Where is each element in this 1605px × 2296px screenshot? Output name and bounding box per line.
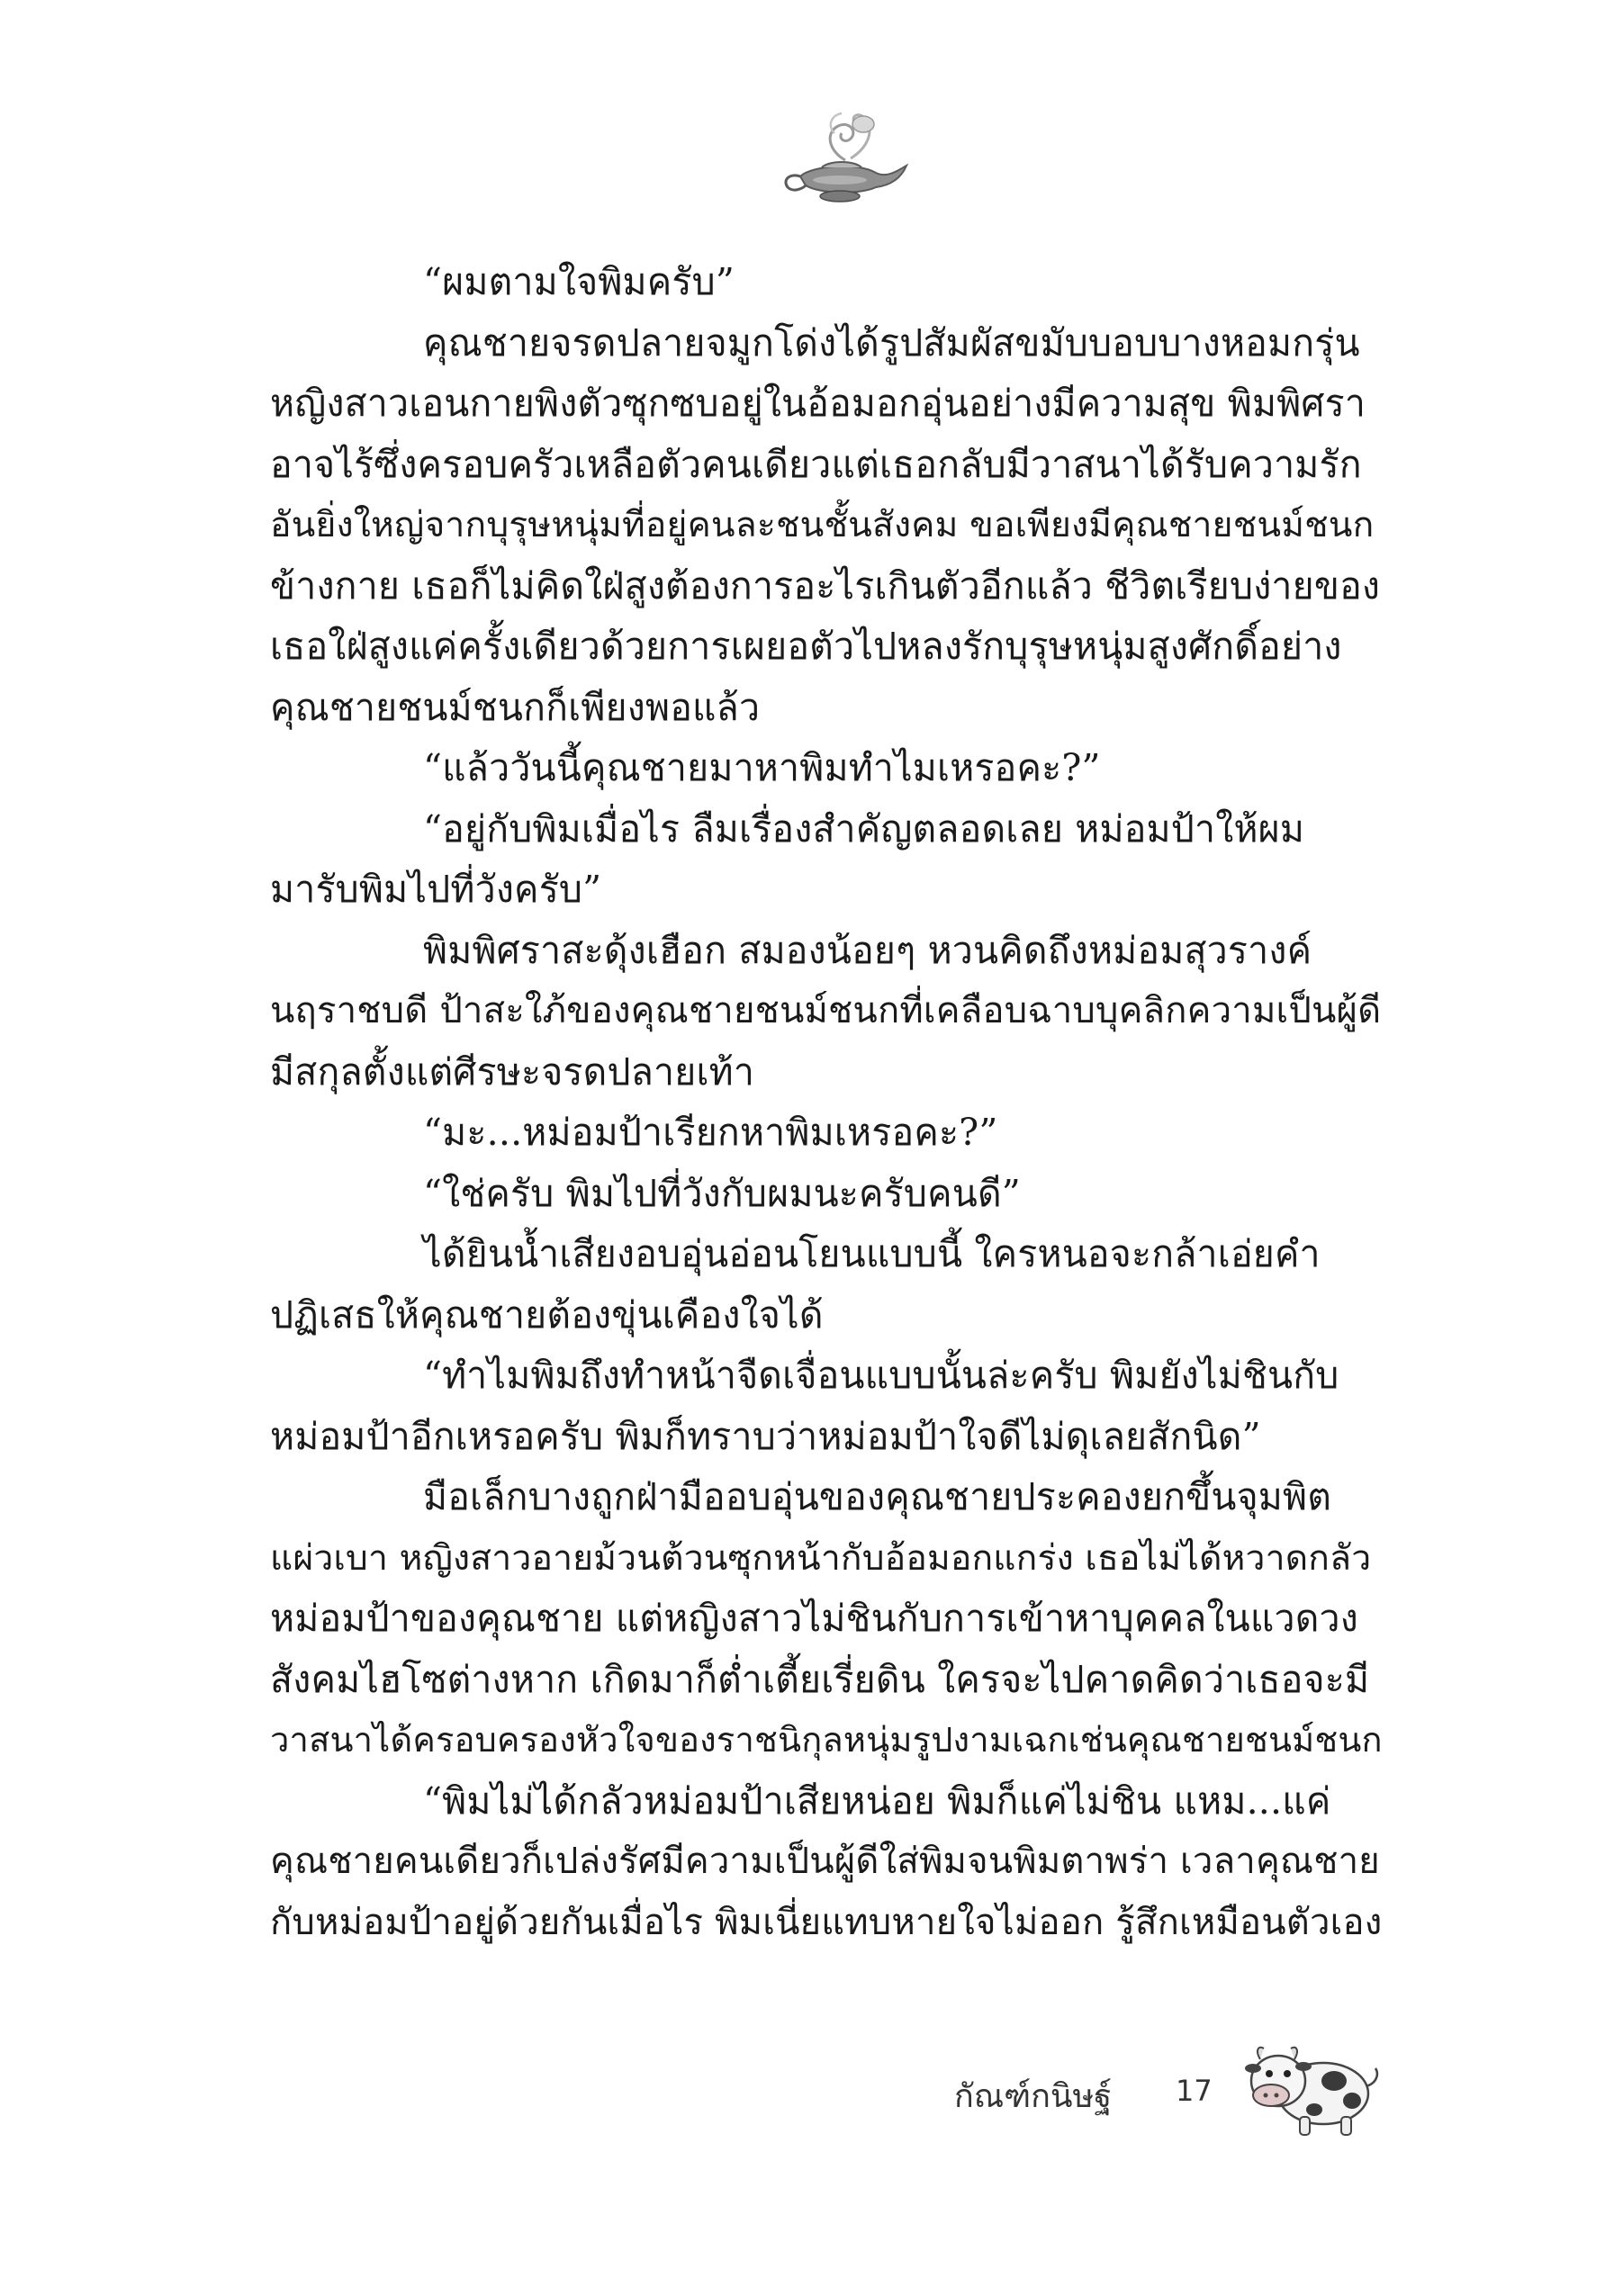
- text-line: มารับพิมไปที่วังครับ”: [270, 868, 602, 911]
- text-line: พิมพิศราสะดุ้งเฮือก สมองน้อยๆ หวนคิดถึงหม่อมสุวรางค์: [423, 928, 1312, 972]
- text-line: คุณชายจรดปลายจมูกโด่งได้รูปสัมผัสขมับบอบบางหอมกรุ่น: [423, 320, 1360, 365]
- text-line: หม่อมป้าของคุณชาย แต่หญิงสาวไม่ชินกับการเข้าหาบุคคลในแวดวง: [270, 1597, 1358, 1640]
- text-line: คุณชายคนเดียวก็เปล่งรัศมีความเป็นผู้ดีใส่พิมจนพิมตาพร่า เวลาคุณชาย: [270, 1841, 1380, 1882]
- text-line: วาสนาได้ครอบครองหัวใจของราชนิกุลหนุ่มรูปงามเฉกเช่นคุณชายชนม์ชนก: [270, 1720, 1383, 1760]
- page-footer: [954, 2034, 1386, 2142]
- genie-lamp-icon: [775, 106, 910, 205]
- text-line: แผ่วเบา หญิงสาวอายม้วนต้วนซุกหน้ากับอ้อมอกแกร่ง เธอไม่ได้หวาดกลัว: [270, 1537, 1372, 1579]
- text-line: หม่อมป้าอีกเหรอครับ พิมก็ทราบว่าหม่อมป้าใจดีไม่ดุเลยสักนิด”: [270, 1414, 1261, 1458]
- author-name: กัณฑ์กนิษฐ์: [954, 2078, 1113, 2115]
- text-line: หญิงสาวเอนกายพิงตัวซุกซบอยู่ในอ้อมอกอุ่นอย่างมีความสุข พิมพิศรา: [270, 382, 1366, 425]
- text-line: “พิมไม่ได้กลัวหม่อมป้าเสียหน่อย พิมก็แค่ไม่ชิน แหม...แค่: [423, 1778, 1331, 1823]
- text-line: สังคมไฮโซต่างหาก เกิดมาก็ต่ำเตี้ยเรี่ยดิน ใครจะไปคาดคิดว่าเธอจะมี: [270, 1657, 1370, 1701]
- story-text: [270, 252, 1386, 1953]
- text-line: “ทำไมพิมถึงทำหน้าจืดเจื่อนแบบนั้นล่ะครับ พิมยังไม่ชินกับ: [423, 1354, 1339, 1397]
- text-line: ข้างกาย เธอก็ไม่คิดใฝ่สูงต้องการอะไรเกินตัวอีกแล้ว ชีวิตเรียบง่ายของ: [270, 563, 1381, 608]
- text-line: ได้ยินน้ำเสียงอบอุ่นอ่อนโยนแบบนี้ ใครหนอจะกล้าเอ่ยคำ: [423, 1232, 1321, 1275]
- page-number: 17: [1176, 2074, 1213, 2108]
- cow-mascot-icon: [1240, 2034, 1384, 2142]
- text-line: “ใช่ครับ พิมไปที่วังกับผมนะครับคนดี”: [423, 1171, 1021, 1215]
- text-line: อาจไร้ซึ่งครอบครัวเหลือตัวคนเดียวแต่เธอกลับมีวาสนาได้รับความรัก: [270, 442, 1362, 486]
- text-line: กับหม่อมป้าอยู่ด้วยกันเมื่อไร พิมเนี่ยแทบหายใจไม่ออก รู้สึกเหมือนตัวเอง: [270, 1901, 1383, 1943]
- text-line: “ผมตามใจพิมครับ”: [423, 260, 735, 303]
- text-line: เธอใฝ่สูงแค่ครั้งเดียวด้วยการเผยอตัวไปหลงรักบุรุษหนุ่มสูงศักดิ์อย่าง: [270, 625, 1342, 668]
- text-line: คุณชายชนม์ชนกก็เพียงพอแล้ว: [270, 685, 761, 729]
- text-line: “แล้ววันนี้คุณชายมาหาพิมทำไมเหรอคะ?”: [423, 746, 1101, 789]
- text-line: “อยู่กับพิมเมื่อไร ลืมเรื่องสำคัญตลอดเลย หม่อมป้าให้ผม: [423, 806, 1305, 851]
- text-line: มีสกุลตั้งแต่ศีรษะจรดปลายเท้า: [270, 1049, 755, 1094]
- text-line: “มะ...หม่อมป้าเรียกหาพิมเหรอคะ?”: [423, 1111, 998, 1154]
- text-line: ปฏิเสธให้คุณชายต้องขุ่นเคืองใจได้: [270, 1292, 824, 1337]
- text-line: มือเล็กบางถูกฝ่ามืออบอุ่นของคุณชายประคองยกขึ้นจุมพิต: [423, 1475, 1332, 1518]
- text-line: นฤราชบดี ป้าสะใภ้ของคุณชายชนม์ชนกที่เคลือบฉาบบุคลิกความเป็นผู้ดี: [270, 990, 1382, 1031]
- text-line: อันยิ่งใหญ่จากบุรุษหนุ่มที่อยู่คนละชนชั้นสังคม ขอเพียงมีคุณชายชนม์ชนก: [270, 505, 1375, 545]
